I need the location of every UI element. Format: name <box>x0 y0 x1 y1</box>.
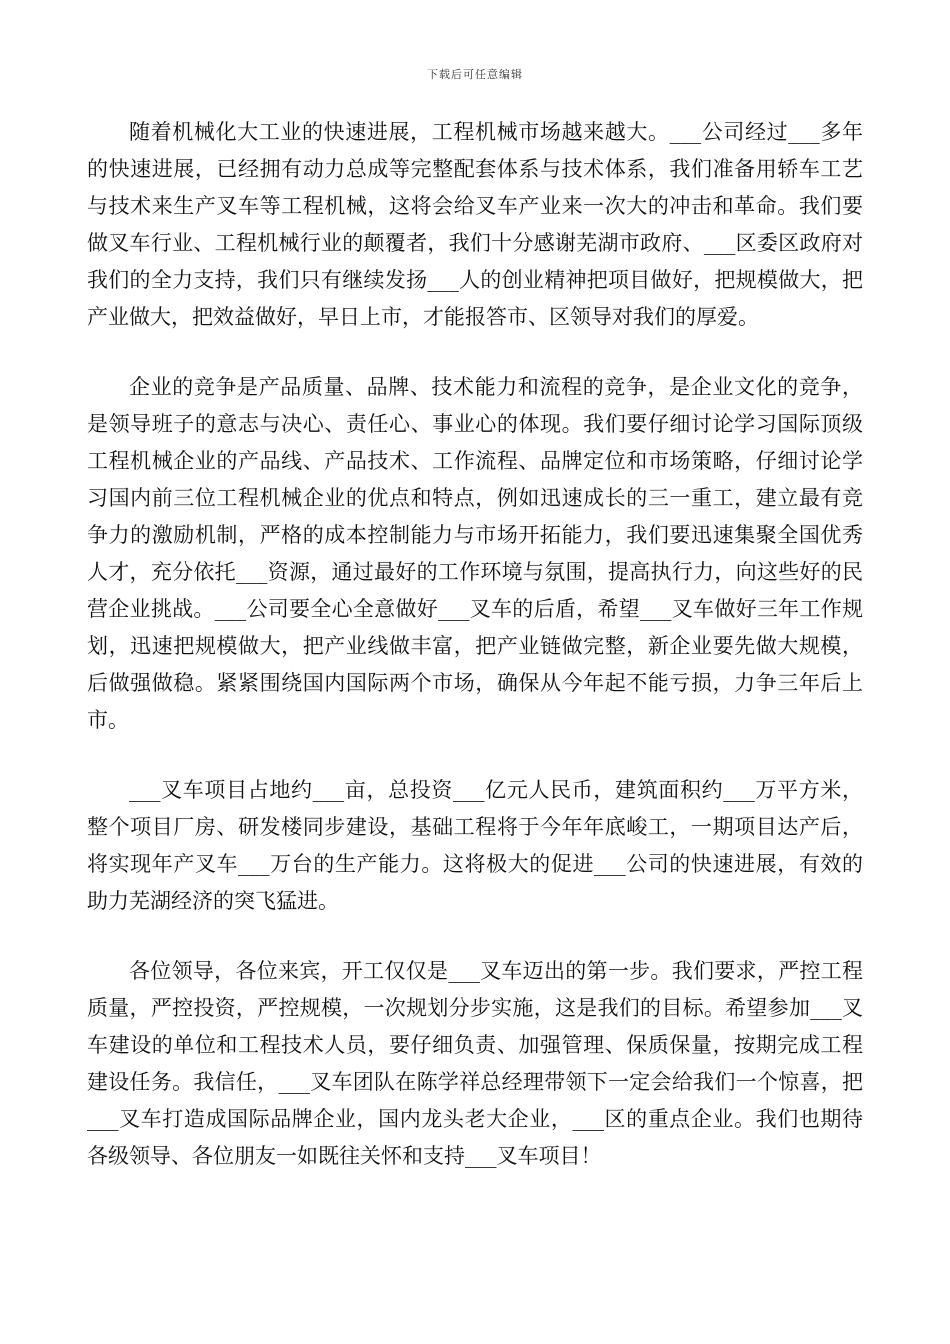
paragraph-2: 企业的竞争是产品质量、品牌、技术能力和流程的竞争，是企业文化的竞争，是领导班子的意志与决心、责任心、事业心的体现。我们要仔细讨论学习国际顶级工程机械企业的产品线、产品技术、工作流程、品牌定位和市场策略，仔细讨论学习国内前三位工程机械企业的优点和特点，例如迅速成长的三一重工，建立最有竞争力的激励机制，严格的成本控制能力与市场开拓能力，我们要迅速集聚全国优秀人才，充分依托___资源，通过最好的工作环境与氛围，提高执行力，向这些好的民营企业挑战。___公司要全心全意做好___叉车的后盾，希望___叉车做好三年工作规划，迅速把规模做大，把产业线做丰富，把产业链做完整，新企业要先做大规模，后做强做稳。紧紧围绕国内国际两个市场，确保从今年起不能亏损，力争三年后上市。 <box>87 375 863 732</box>
page-header-note: 下载后可任意编辑 <box>427 68 523 81</box>
document-body <box>87 114 863 1208</box>
paragraph-3: ___叉车项目占地约___亩，总投资___亿元人民币，建筑面积约___万平方米，整个项目厂房、研发楼同步建设，基础工程将于今年年底峻工，一期项目达产后，将实现年产叉车___万台的生产能力。这将极大的促进___公司的快速进展，有效的助力芜湖经济的突飞猛进。 <box>87 778 863 913</box>
paragraph-4: 各位领导，各位来宾，开工仅仅是___叉车迈出的第一步。我们要求，严控工程质量，严控投资，严控规模，一次规划分步实施，这是我们的目标。希望参加___叉车建设的单位和工程技术人员，要仔细负责、加强管理、保质保量，按期完成工程建设任务。我信任，___叉车团队在陈学祥总经理带领下一定会给我们一个惊喜，把___叉车打造成国际品牌企业，国内龙头老大企业，___区的重点企业。我们也期待各级领导、各位朋友一如既往关怀和支持___叉车项目！ <box>87 959 863 1168</box>
paragraph-1: 随着机械化大工业的快速进展，工程机械市场越来越大。___公司经过___多年的快速进展，已经拥有动力总成等完整配套体系与技术体系，我们准备用轿车工艺与技术来生产叉车等工程机械，这将会给叉车产业来一次大的冲击和革命。我们要做叉车行业、工程机械行业的颠覆者，我们十分感谢芜湖市政府、___区委区政府对我们的全力支持，我们只有继续发扬___人的创业精神把项目做好，把规模做大，把产业做大，把效益做好，早日上市，才能报答市、区领导对我们的厚爱。 <box>87 120 863 329</box>
